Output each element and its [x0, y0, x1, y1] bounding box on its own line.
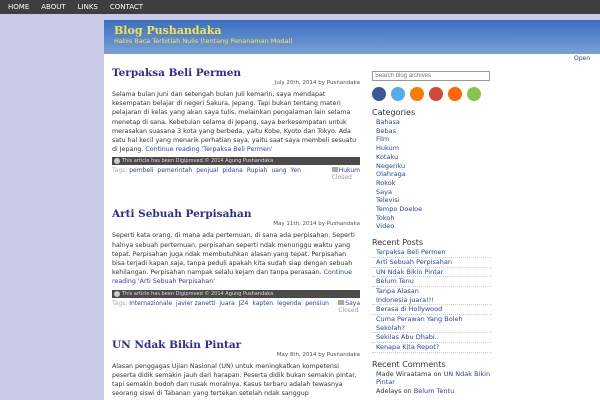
category-item[interactable]: Film: [376, 135, 390, 144]
recent-post-item[interactable]: Arti Sebuah Perpisahan: [372, 258, 492, 268]
open-link[interactable]: Open: [573, 55, 590, 62]
category-item[interactable]: Bahasa: [376, 118, 400, 126]
tags-label: Tags:: [112, 299, 128, 307]
tag-link[interactable]: Yen: [290, 167, 301, 175]
recent-post-item[interactable]: Sekilas Abu Dhabi..: [372, 333, 492, 343]
recent-post-item[interactable]: UN Ndak Bikin Pintar: [372, 268, 492, 278]
nav-contact[interactable]: CONTACT: [109, 3, 144, 11]
tag-link[interactable]: Internazionale: [129, 299, 173, 307]
category-item[interactable]: Kotaku: [376, 152, 399, 161]
post-title[interactable]: UN Ndak Bikin Pintar: [112, 338, 242, 351]
post-excerpt: Seperti kata orang, di mana ada pertemuan, di sana ada perpisahan. Seperti halnya sebuah pertemuan, perpisahan seperti ndak menunggu waktu yang tepat. Perpisahan juga ndak membutuhkan alasan yang tepat. Perpisahan bisa terjadi kapan saja, tanpa peduli apakah kita sudah siap dengan sebuah kehilangan. Perpisahan nampak selalu kejam dan tanpa perasaan.: [112, 232, 355, 277]
comment-icon: [338, 300, 344, 305]
categories-title: Categories: [372, 108, 416, 117]
recent-post-item[interactable]: Cuma Perawan Yang Boleh: [376, 315, 463, 324]
tag-link[interactable]: javier zanetti: [176, 299, 216, 307]
tag-link[interactable]: pensiun: [305, 299, 329, 307]
share-icon[interactable]: [467, 87, 481, 101]
comment-on: on: [433, 369, 442, 378]
recent-comment: [372, 370, 492, 387]
continue-reading-link[interactable]: Continue reading 'Terpaksa Beli Permen': [145, 146, 273, 154]
category-comments: [332, 167, 360, 181]
post: [112, 66, 360, 182]
post-body: [112, 231, 360, 286]
post-title[interactable]: Arti Sebuah Perpisahan: [112, 208, 252, 221]
blog-header: [104, 20, 600, 54]
twitter-icon[interactable]: [391, 87, 405, 101]
recent-comment: [372, 387, 492, 396]
continue-reading-link[interactable]: Continue reading 'Arti Sebuah Perpisahan': [112, 269, 352, 286]
post-meta: May 11th, 2014 by Pushandaka: [273, 221, 360, 228]
tags-label: Tags:: [112, 167, 128, 175]
post: [112, 338, 360, 399]
recent-post-item[interactable]: Berasa di Hollywood: [372, 305, 492, 315]
digiproved-icon: [114, 291, 120, 297]
category-comments: [338, 300, 360, 314]
social-icons: [372, 87, 492, 101]
sidebar: [372, 71, 492, 395]
recent-post-item[interactable]: Tanpa Alasan: [376, 286, 419, 295]
categories-list: [372, 118, 492, 231]
comments-status: Closed: [338, 306, 359, 314]
tag-link[interactable]: juara: [219, 299, 235, 307]
digiproved-icon: [114, 158, 120, 164]
recent-post-item[interactable]: Kenapa Kita Repot?: [372, 343, 492, 353]
recent-post-item[interactable]: Sekolah?: [372, 324, 492, 334]
post-tags: [112, 299, 360, 314]
post-meta: May 8th, 2014 by Pushandaka: [276, 351, 360, 358]
category-item[interactable]: Negeriku: [376, 161, 406, 170]
tag-link[interactable]: penjual: [196, 167, 219, 175]
tag-link[interactable]: legenda: [277, 299, 302, 307]
search-input[interactable]: [372, 71, 490, 81]
tag-link[interactable]: pemerintah: [157, 167, 193, 175]
post-meta: July 20th, 2014 by Pushandaka: [274, 80, 360, 86]
rss-icon[interactable]: [448, 87, 462, 101]
comment-author: Made Wiraatama: [376, 369, 432, 378]
tag-link[interactable]: JZ4: [238, 299, 249, 307]
blog-subtitle: Habis Baca Terbitlah Nulis (tentang Penanaman Modal): [114, 37, 293, 45]
category-item[interactable]: Saya: [376, 187, 392, 196]
tag-link[interactable]: uang: [271, 167, 287, 175]
post-title[interactable]: Terpaksa Beli Permen: [112, 67, 242, 79]
copyright-bar: [112, 157, 360, 165]
blogger-icon[interactable]: [410, 87, 424, 101]
google-icon[interactable]: [429, 87, 443, 101]
recent-posts-list: [372, 248, 492, 353]
category-link[interactable]: Hukum: [338, 167, 360, 175]
category-item[interactable]: Rokok: [376, 178, 396, 187]
post-excerpt: Selama bulan Juni dan setengah bulan Juli kemarin, saya mendapat kesempatan belajar di negeri Sakura, Jepang. Tapi bukan tentang materi pelajaran di kelas yang akan saya tulis, melainkan pengalaman lain selama menetap di sana. Kebetulan selama di Jepang, saya berkesempatan untuk merasakan suasana 3 kota yang berbeda, yaitu Kobe, Kyoto dan Tokyo. Ada satu hal kecil yang menarik perhatian saya, yaitu saat saya membeli sesuatu di Jepang.: [112, 91, 357, 154]
comment-icon: [332, 167, 338, 172]
post-tags: [112, 167, 360, 182]
tag-link[interactable]: kapten: [252, 299, 274, 307]
facebook-icon[interactable]: [372, 87, 386, 101]
category-item[interactable]: Tempo Doeloe: [376, 205, 423, 214]
page-container: [104, 54, 600, 400]
recent-post-item[interactable]: Indonesia juara!!!: [372, 296, 492, 306]
category-item[interactable]: Video: [376, 222, 395, 231]
recent-post-item[interactable]: Belum Tenu: [372, 277, 492, 287]
category-link[interactable]: Saya: [345, 299, 360, 307]
comment-post-link[interactable]: Belum Tentu: [413, 386, 455, 395]
nav-home[interactable]: HOME: [8, 3, 30, 11]
tag-link[interactable]: pidana: [222, 167, 243, 175]
comment-on: on: [403, 386, 412, 395]
post-body: [112, 90, 360, 154]
category-item[interactable]: Tokoh: [376, 213, 395, 222]
post: [112, 207, 360, 314]
copyright-bar: [112, 290, 360, 298]
recent-comments-title: Recent Comments: [372, 359, 446, 369]
category-item[interactable]: Hukum: [376, 144, 400, 153]
comment-author: Adelays: [376, 386, 402, 395]
category-item[interactable]: Olahraga: [376, 170, 406, 179]
category-item[interactable]: Televisi: [376, 196, 400, 205]
top-navigation: [0, 0, 600, 14]
comment-post-link[interactable]: UN Ndak Bikin Pintar: [376, 369, 491, 387]
blog-title[interactable]: Blog Pushandaka: [114, 24, 222, 37]
tag-link[interactable]: pembeli: [129, 167, 154, 175]
main-content: [112, 66, 360, 398]
nav-about[interactable]: ABOUT: [41, 3, 66, 11]
comments-status: Closed: [331, 174, 352, 182]
post-excerpt: Alasan penggagas Ujian Nasional (UN) untuk meningkatkan kompetensi peserta didik semakin jauh dari harapan. Peserta didik bukan semakin pintar, tapi semakin bodoh dan rusak moralnya. Kasus terbaru adalah tewasnya seorang siswi di Tabanan yang tertekan setelah ndak sanggup: [112, 362, 357, 398]
copyright-text: This article has been Digiproved © 2014 Agung Pushandaka: [122, 290, 274, 297]
tag-link[interactable]: Rupiah: [246, 167, 268, 175]
category-item[interactable]: Bebas: [376, 126, 396, 135]
recent-post-item[interactable]: Terpaksa Beli Permen: [372, 248, 492, 258]
post-body: [112, 362, 360, 399]
recent-posts-title: Recent Posts: [372, 238, 424, 248]
copyright-text: This article has been Digiproved © 2014 Agung Pushandaka: [122, 158, 274, 165]
nav-links[interactable]: LINKS: [77, 3, 98, 11]
